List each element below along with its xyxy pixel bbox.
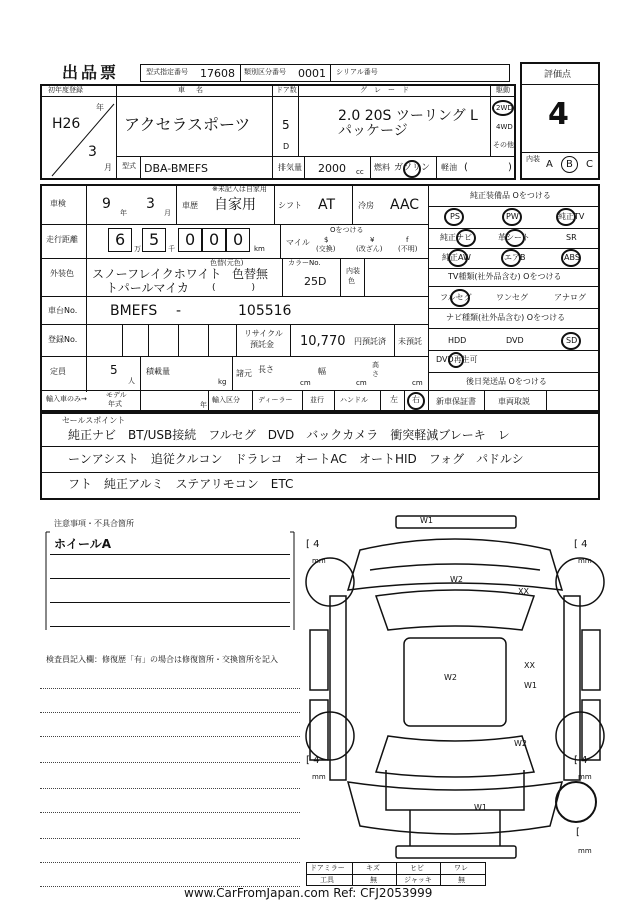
ac-value: AAC xyxy=(390,197,420,213)
grade-line1: 2.0 20S ツーリング L xyxy=(338,108,478,124)
dealer: ディーラー xyxy=(258,396,293,404)
equip-aw-circle xyxy=(448,249,468,267)
tread-rr: [ 4 xyxy=(574,755,588,766)
first-reg-year: H26 xyxy=(52,116,81,132)
after-warranty: 新車保証書 xyxy=(436,397,476,406)
exch-a: $ xyxy=(324,236,329,244)
notes-label: 注意事項・不具合箇所 xyxy=(54,519,134,528)
dim-cm2: cm xyxy=(356,379,367,387)
capacity-label: 定員 xyxy=(50,367,66,376)
dim-cm3: cm xyxy=(412,379,423,387)
handle-left: 左 xyxy=(390,395,398,404)
navi-dvd: DVD xyxy=(506,336,524,345)
mileage-d4: 0 xyxy=(209,230,220,249)
original-color-label: 色替(元色) xyxy=(210,259,244,267)
month-unit: 月 xyxy=(104,163,112,172)
mod-a: ¥ xyxy=(370,236,375,244)
sales-point-label: セールスポイント xyxy=(62,416,126,425)
equip-abs: ABS xyxy=(564,253,580,262)
legend-scratch: キズ xyxy=(366,864,380,872)
legend-tools-value: 無 xyxy=(370,876,377,884)
equip-ps-circle xyxy=(444,208,464,226)
damage-w2-rear: W2 xyxy=(514,739,527,748)
color-paren: ( ) xyxy=(212,283,256,293)
shift-value: AT xyxy=(318,197,336,213)
legend-tools: 工具 xyxy=(320,876,334,884)
capacity-unit: 人 xyxy=(128,377,135,385)
recycle-paid: 円預託済 xyxy=(354,337,386,346)
color-change: 色替無 xyxy=(232,267,269,281)
mod-b: (改ざん) xyxy=(356,245,383,253)
load-unit: kg xyxy=(218,378,227,386)
load-label: 積載量 xyxy=(146,367,170,376)
tread-fl-unit: mm xyxy=(312,557,326,565)
interior-c: C xyxy=(586,159,593,170)
notes-line1: ホイールA xyxy=(54,537,112,551)
sales-point-line1: 純正ナビ BT/USB接続 フルセグ DVD バックカメラ 衝突軽減ブレーキ レ xyxy=(68,428,510,442)
equip-abs-circle xyxy=(561,249,581,267)
color-line2: トパールマイカ xyxy=(106,281,189,295)
after-manual: 車両取説 xyxy=(498,397,530,406)
recycle-unpaid: 未預託 xyxy=(398,337,422,346)
capacity-value: 5 xyxy=(110,363,118,377)
type-label: 型式指定番号 xyxy=(146,68,188,76)
grade-label: グ レ ー ド xyxy=(360,86,409,94)
import-class: 輸入区分 xyxy=(212,396,240,404)
equip-ps: PS xyxy=(450,212,460,221)
legend-crack: ヒビ xyxy=(410,864,424,872)
tread-rl-unit: mm xyxy=(312,773,326,781)
model-year-a: モデル xyxy=(106,391,127,399)
car-name: アクセラスポーツ xyxy=(124,115,251,134)
first-reg-month: 3 xyxy=(88,144,97,160)
tread-fl: [ 4 xyxy=(306,539,320,550)
tread-rr-unit: mm xyxy=(578,773,592,781)
after-title: 後日発送品 Oをつける xyxy=(466,377,547,386)
navi-sd-circle xyxy=(561,332,581,350)
grade-line2: パッケージ xyxy=(338,123,408,139)
tv-title: TV種類(社外品含む) Oをつける xyxy=(448,272,562,281)
registration-label: 登録No. xyxy=(48,335,78,344)
tv-oneseg: ワンセグ xyxy=(496,293,528,302)
equipment-title: 純正装備品 Oをつける xyxy=(470,191,551,200)
handle: ハンドル xyxy=(340,396,368,404)
inspection-month: 3 xyxy=(146,196,155,212)
shift-label: シフト xyxy=(278,201,302,210)
car-diagram xyxy=(300,510,640,900)
handle-right-circle xyxy=(407,392,425,410)
color-label: 外装色 xyxy=(50,269,74,278)
mile-label: マイル xyxy=(286,238,310,247)
legend-break: ワレ xyxy=(454,864,468,872)
parallel: 並行 xyxy=(310,396,324,404)
history-label: 車歴 xyxy=(182,201,198,210)
navi-hdd: HDD xyxy=(448,336,467,345)
color-line1: スノーフレイクホワイト xyxy=(92,267,222,281)
mileage-d3: 0 xyxy=(185,230,196,249)
inspector-label: 検査員記入欄：修復歴「有」の場合は修復箇所・交換箇所を記入 xyxy=(46,655,278,664)
legend-jack: ジャッキ xyxy=(404,876,432,884)
drive-2wd: 2WD xyxy=(496,104,513,112)
interior-a: A xyxy=(546,159,553,170)
equip-navi-circle xyxy=(456,229,476,247)
doors-unit: D xyxy=(283,142,290,151)
interior-b: B xyxy=(566,159,573,170)
damage-w1-rear: W1 xyxy=(524,681,537,690)
inspection-year: 9 xyxy=(102,196,111,212)
import-label: 輸入車のみ→ xyxy=(46,395,87,403)
recycle-label-b: 預託金 xyxy=(250,340,274,349)
fuel-circle xyxy=(403,160,421,178)
doors-label: ドア数 xyxy=(276,86,297,94)
sales-point-line3: フト 純正アルミ ステアリモコン ETC xyxy=(68,477,294,491)
damage-w1-bottom: W1 xyxy=(474,803,487,812)
equip-leather: 革シート xyxy=(498,233,530,242)
mileage-label: 走行距離 xyxy=(46,235,78,244)
equip-aw: 純正AW xyxy=(442,253,471,262)
int-color-a: 内装 xyxy=(346,267,360,275)
int-color-b: 色 xyxy=(348,277,355,285)
dim-width: 幅 xyxy=(318,367,326,376)
drive-other: その他 xyxy=(493,141,514,149)
dim-cm1: cm xyxy=(300,379,311,387)
drive-label: 駆動 xyxy=(496,86,510,94)
chassis-label: 車台No. xyxy=(48,306,78,315)
oil-paren-open: ( xyxy=(464,162,468,173)
equip-sr: SR xyxy=(566,233,577,242)
inspection-year-unit: 年 xyxy=(120,209,127,217)
legend-mirror: ドアミラー xyxy=(310,864,345,872)
tv-fullseg: フルセグ xyxy=(440,293,472,302)
mileage-d2: 5 xyxy=(149,230,160,249)
mileage-sen: 千 xyxy=(168,245,175,253)
first-reg-label: 初年度登録 xyxy=(48,86,83,94)
displacement-label: 排気量 xyxy=(278,163,302,172)
mileage-km: km xyxy=(254,245,265,253)
tread-spare-unit: mm xyxy=(578,847,592,855)
exch-b: (交換) xyxy=(316,245,336,253)
tv-analog: アナログ xyxy=(554,293,586,302)
unk-a: f xyxy=(406,236,409,244)
history-note: ※未記入は自家用 xyxy=(212,185,267,193)
navi-sd: SD xyxy=(566,336,578,345)
type-value: 17608 xyxy=(200,67,235,80)
recycle-value: 10,770 xyxy=(300,334,346,349)
displacement-unit: cc xyxy=(356,168,364,176)
chassis-dash: - xyxy=(176,303,182,319)
score-value: 4 xyxy=(548,97,569,132)
model-value: DBA-BMEFS xyxy=(144,162,208,175)
dim-length: 長さ xyxy=(258,365,274,374)
navi-title: ナビ種類(社外品含む) Oをつける xyxy=(446,313,566,322)
model-label: 型式 xyxy=(122,162,136,170)
history-value: 自家用 xyxy=(214,197,256,213)
tread-spare: [ xyxy=(576,827,580,838)
dim-height-b: さ xyxy=(372,370,379,378)
oil-paren-close: ) xyxy=(508,162,512,173)
class-label: 類別区分番号 xyxy=(244,68,286,76)
sales-point-line2: ーンアシスト 追従クルコン ドラレコ オートAC オートHID フォグ パドルシ xyxy=(68,452,524,466)
tread-fr: [ 4 xyxy=(574,539,588,550)
score-label: 評価点 xyxy=(544,70,572,80)
mileage-d1: 6 xyxy=(115,230,126,249)
serial-label: シリアル番号 xyxy=(336,68,378,76)
drive-2wd-circle xyxy=(492,100,514,116)
interior-b-circle xyxy=(561,156,578,173)
equip-navi: 純正ナビ xyxy=(440,233,472,242)
doors-value: 5 xyxy=(282,118,290,132)
inspection-label: 車検 xyxy=(50,199,66,208)
tv-fullseg-circle xyxy=(450,289,470,307)
class-value: 0001 xyxy=(298,67,326,80)
footer-watermark: www.CarFromJapan.com Ref: CFJ2053999 xyxy=(184,886,433,900)
model-year-b: 年式 xyxy=(108,400,122,408)
mileage-d5: 0 xyxy=(233,230,244,249)
fuel-label: 燃料 xyxy=(374,163,390,172)
fuel-value: ガソリン xyxy=(394,163,431,173)
handle-right: 右 xyxy=(412,395,420,404)
tread-rl: [ 4 xyxy=(306,755,320,766)
car-name-label: 車 名 xyxy=(178,86,205,94)
equip-tv: 純正TV xyxy=(558,212,585,221)
color-code-value: 25D xyxy=(304,275,327,288)
ac-label: 冷房 xyxy=(358,201,374,210)
inspection-month-unit: 月 xyxy=(164,209,171,217)
dim-height-a: 高 xyxy=(372,361,379,369)
equip-pw: PW xyxy=(506,212,519,221)
mileage-man: 万 xyxy=(134,245,141,253)
color-code-label: カラーNo. xyxy=(288,259,321,267)
interior-label: 内装 xyxy=(526,155,540,163)
oil-label: 軽油 xyxy=(441,163,457,172)
damage-xx-rear: XX xyxy=(524,661,535,670)
damage-w2-front: W2 xyxy=(450,575,463,584)
equip-pw-circle xyxy=(502,208,522,226)
chassis-value2: 105516 xyxy=(238,303,292,319)
import-year-unit: 年 xyxy=(200,401,207,409)
displacement-value: 2000 xyxy=(318,162,346,175)
damage-w1-top: W1 xyxy=(420,516,433,525)
check-note: Oをつける xyxy=(330,226,364,234)
damage-w2-mid: W2 xyxy=(444,673,457,682)
equip-leather-circle xyxy=(505,229,525,247)
dvd-playback-circle xyxy=(448,352,464,368)
form-title: 出品票 xyxy=(62,63,120,82)
dvd-playback: DVD再生可 xyxy=(436,355,478,364)
equip-tv-circle xyxy=(556,208,576,226)
damage-xx-front: XX xyxy=(518,587,529,596)
chassis-value1: BMEFS xyxy=(110,303,158,319)
drive-4wd: 4WD xyxy=(496,123,513,131)
equip-airbag-circle xyxy=(501,249,521,267)
tread-fr-unit: mm xyxy=(578,557,592,565)
legend-jack-value: 無 xyxy=(458,876,465,884)
dim-label: 諸元 xyxy=(236,369,252,378)
recycle-label-a: リサイクル xyxy=(244,329,283,338)
unk-b: (不明) xyxy=(398,245,418,253)
equip-airbag: エアB xyxy=(504,253,526,262)
year-unit: 年 xyxy=(96,103,104,112)
